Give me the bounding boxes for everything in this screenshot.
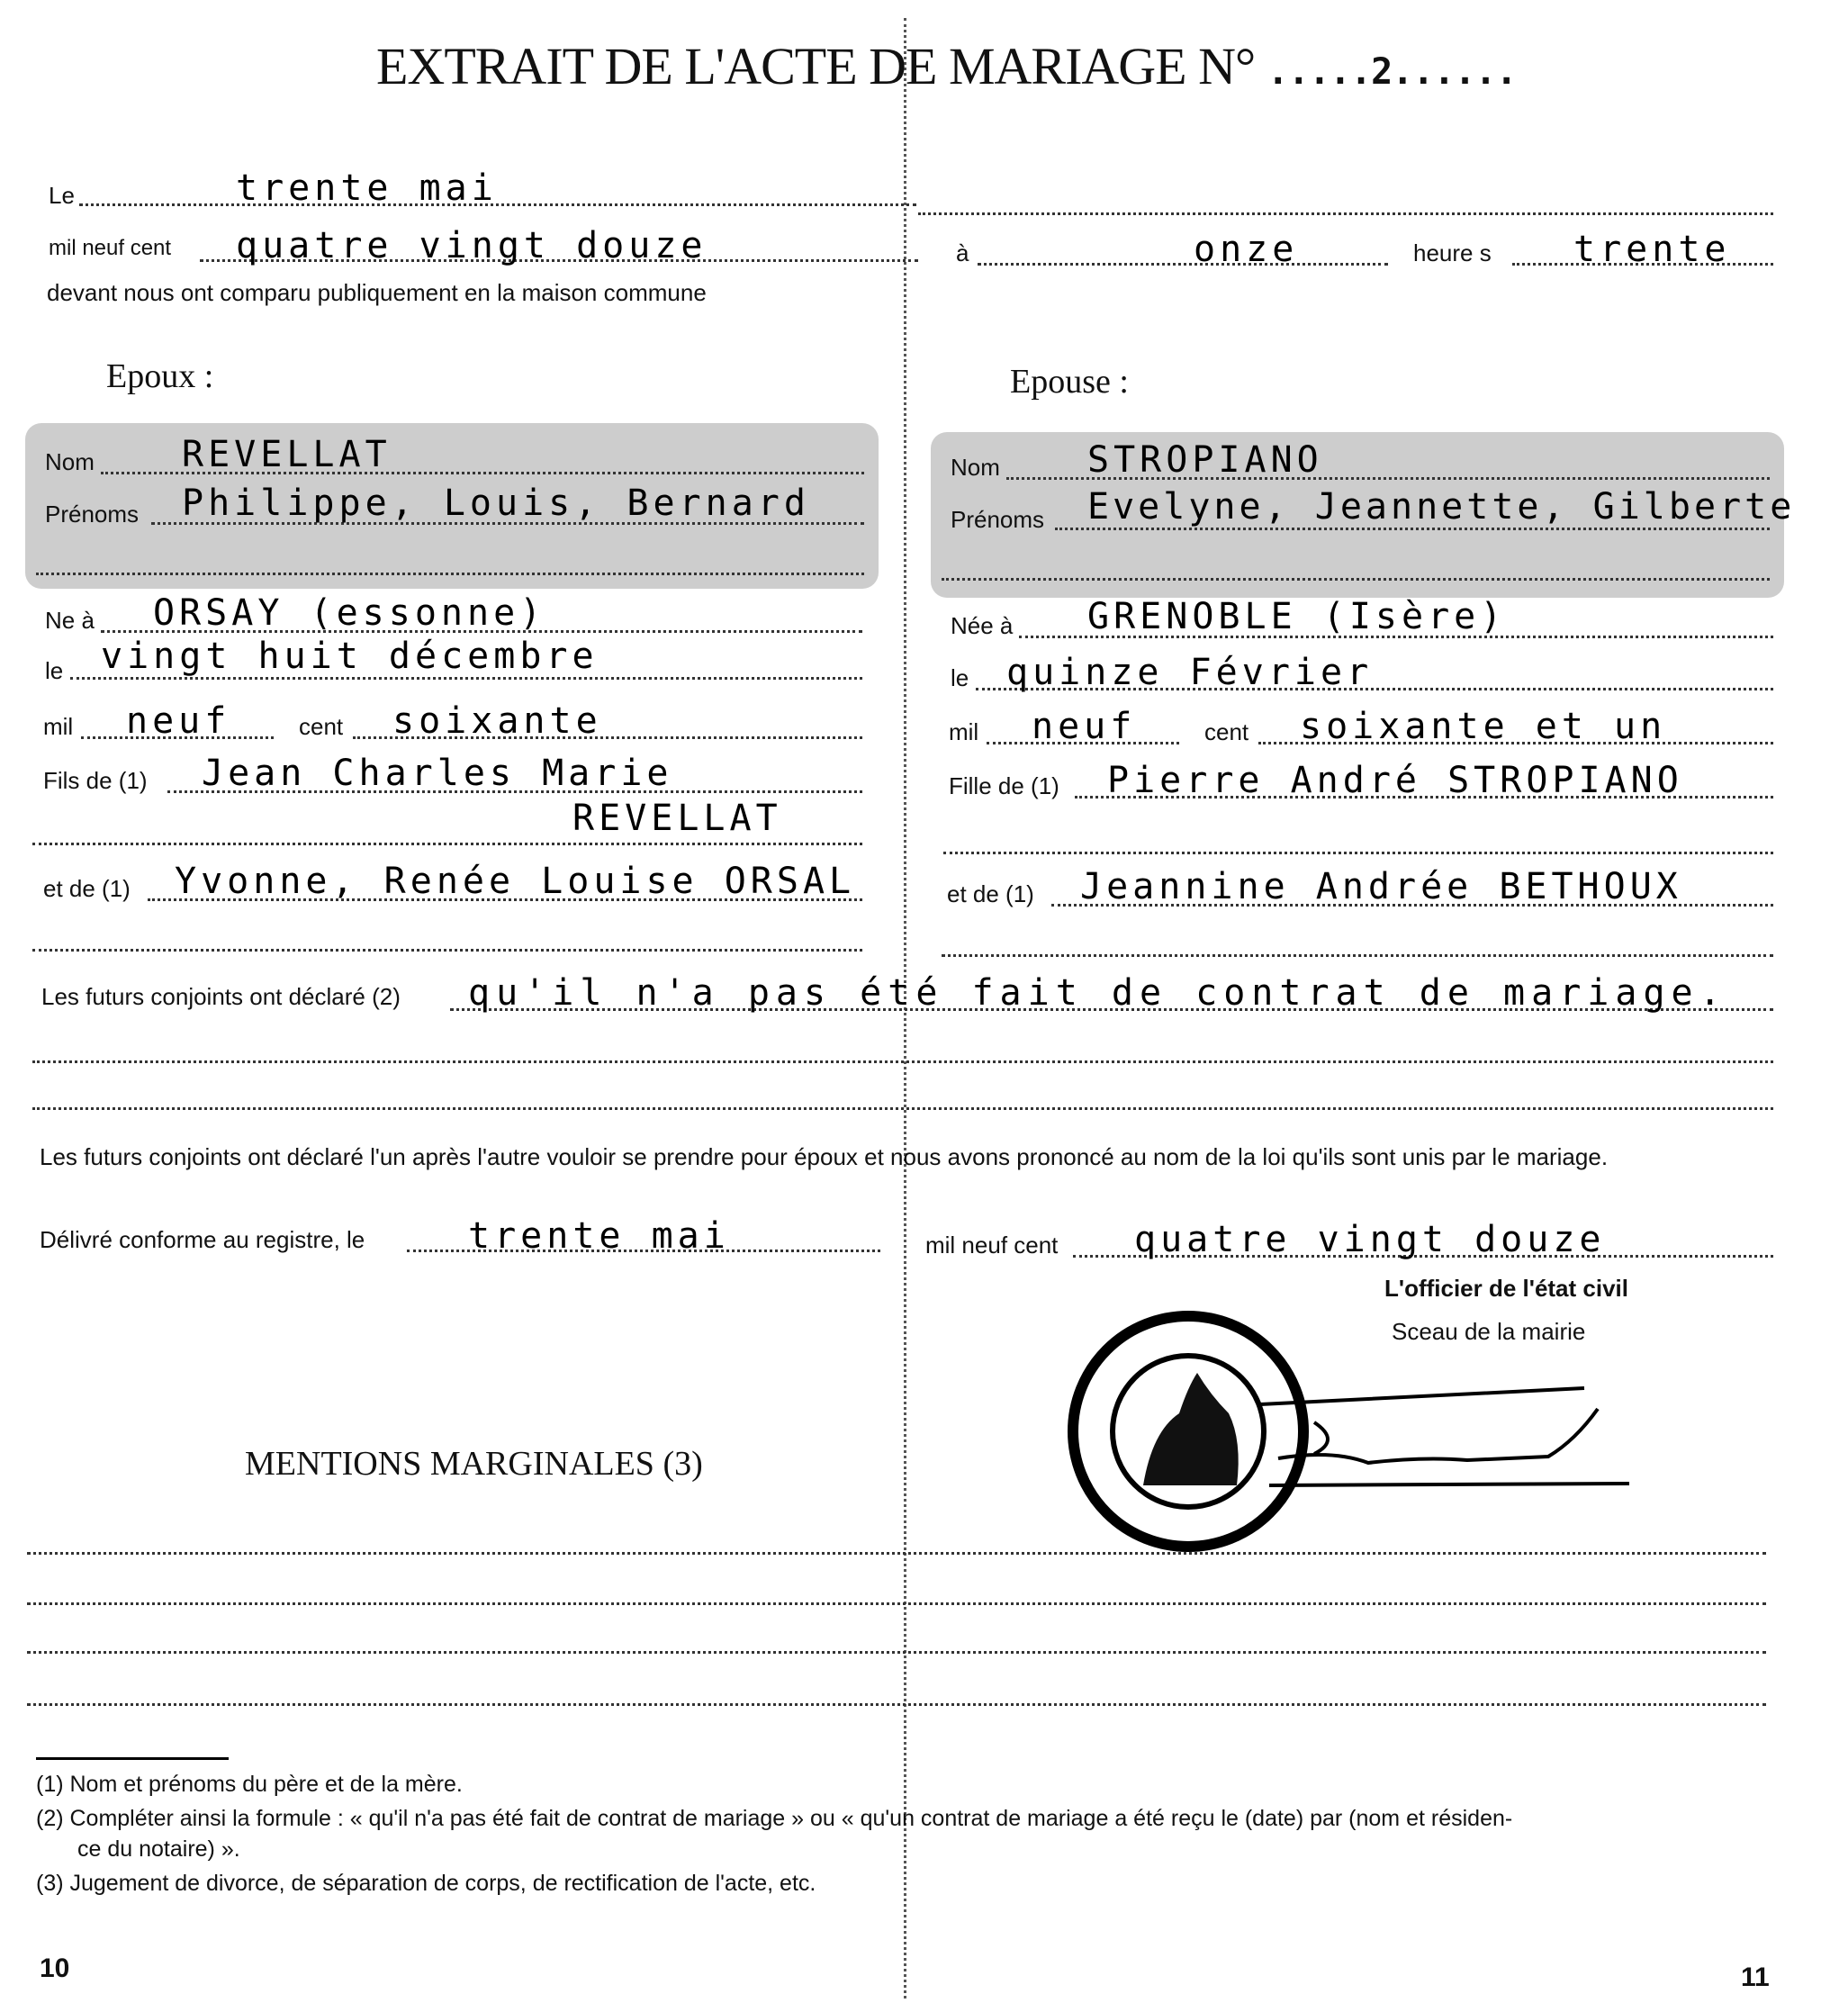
- epoux-heading: Epoux :: [106, 357, 214, 395]
- epoux-mil: neuf: [126, 700, 231, 742]
- epoux-cent-label: cent: [299, 713, 344, 740]
- mentions-line-3: [27, 1651, 1766, 1654]
- signature-strokes: [1260, 1388, 1629, 1485]
- epoux-ne-label: Ne à: [45, 607, 95, 634]
- epouse-nom-label: Nom: [951, 454, 1000, 481]
- epouse-ne: GRENOBLE (Isère): [1087, 596, 1507, 637]
- footnote-1: (1) Nom et prénoms du père et de la mère.: [36, 1772, 463, 1797]
- epoux-fils-surname: REVELLAT: [572, 798, 782, 839]
- epoux-fils-line2: [32, 843, 862, 845]
- heure-value: trente: [1573, 229, 1731, 270]
- epouse-etde-label: et de (1): [947, 880, 1034, 907]
- stamp-emblem: [1143, 1373, 1239, 1485]
- epoux-etde-line2: [32, 949, 862, 952]
- epoux-prenoms: Philippe, Louis, Bernard: [182, 483, 810, 524]
- epouse-box-line: [942, 578, 1770, 581]
- mentions-line-2: [27, 1602, 1766, 1605]
- declaration-line2: [32, 1060, 1773, 1063]
- devant-text: devant nous ont comparu publiquement en la maison commune: [47, 279, 707, 306]
- page-number-right: 11: [1741, 1962, 1770, 1992]
- declaration-value: qu'il n'a pas été fait de contrat de mariage.: [468, 972, 1727, 1014]
- le-value: trente mai: [236, 167, 498, 209]
- a-value: onze: [1194, 229, 1299, 270]
- mentions-line-4: [27, 1703, 1766, 1706]
- delivre-mil-value: quatre vingt douze: [1134, 1219, 1606, 1260]
- le-label: Le: [49, 182, 75, 209]
- epoux-etde: Yvonne, Renée Louise ORSAL: [175, 861, 856, 902]
- epouse-le: quinze Février: [1006, 652, 1374, 693]
- epouse-le-label: le: [951, 664, 969, 691]
- epoux-etde-label: et de (1): [43, 875, 131, 902]
- epouse-prenoms: Evelyne, Jeannette, Gilberte: [1087, 486, 1796, 528]
- epouse-prenoms-line: [1055, 528, 1770, 530]
- epoux-fils-label: Fils de (1): [43, 767, 148, 794]
- footnote-2: (2) Compléter ainsi la formule : « qu'il n'a pas été fait de contrat de mariage » ou « qu'un contrat de mariage a été reçu le (date) par (nom et résiden-: [36, 1806, 1513, 1831]
- epouse-mil: neuf: [1032, 706, 1137, 747]
- document-title: EXTRAIT DE L'ACTE DE MARIAGE N° .....2......: [376, 37, 1517, 95]
- le-line: [79, 203, 916, 206]
- epouse-fille: Pierre André STROPIANO: [1107, 760, 1683, 801]
- epoux-box-line: [36, 573, 864, 575]
- declaration-line3: [32, 1107, 1773, 1110]
- epouse-fille-line2: [943, 852, 1773, 854]
- heure-label: heure s: [1413, 239, 1492, 266]
- mentions-heading: MENTIONS MARGINALES (3): [245, 1445, 703, 1483]
- le-line-right: [918, 212, 1773, 215]
- epouse-etde-line2: [942, 954, 1773, 957]
- declaration-label: Les futurs conjoints ont déclaré (2): [41, 983, 401, 1010]
- epouse-nom: STROPIANO: [1087, 439, 1323, 481]
- delivre-value: trente mai: [468, 1215, 730, 1257]
- epouse-ne-label: Née à: [951, 612, 1014, 639]
- epouse-mil-label: mil: [949, 718, 979, 745]
- epouse-cent: soixante et un: [1300, 706, 1667, 747]
- epouse-heading: Epouse :: [1010, 363, 1129, 401]
- epoux-le: vingt huit décembre: [101, 636, 599, 677]
- mil-value: quatre vingt douze: [236, 225, 708, 266]
- union-text: Les futurs conjoints ont déclaré l'un après l'autre vouloir se prendre pour époux et nous avons prononcé au nom de la loi qu'ils sont unis par le mariage.: [40, 1143, 1609, 1170]
- epoux-fils: Jean Charles Marie: [202, 753, 673, 794]
- mil-label: mil neuf cent: [49, 236, 172, 260]
- epouse-etde: Jeannine Andrée BETHOUX: [1080, 866, 1682, 907]
- epoux-prenoms-label: Prénoms: [45, 501, 140, 528]
- officier-label: L'officier de l'état civil: [1384, 1275, 1628, 1302]
- epouse-cent-label: cent: [1204, 718, 1249, 745]
- epoux-cent: soixante: [392, 700, 602, 742]
- delivre-mil-label: mil neuf cent: [925, 1232, 1059, 1259]
- epoux-nom: REVELLAT: [182, 434, 392, 475]
- epoux-le-label: le: [45, 657, 64, 684]
- footnote-2-cont: ce du notaire) ».: [77, 1836, 240, 1862]
- mentions-line-1: [27, 1552, 1766, 1555]
- page-number-left: 10: [40, 1953, 70, 1983]
- footnote-3: (3) Jugement de divorce, de séparation de corps, de rectification de l'acte, etc.: [36, 1871, 816, 1896]
- epouse-fille-label: Fille de (1): [949, 772, 1059, 799]
- sceau-label: Sceau de la mairie: [1392, 1318, 1586, 1345]
- mairie-stamp: [1044, 1305, 1656, 1557]
- a-line: [978, 263, 1388, 266]
- epouse-prenoms-label: Prénoms: [951, 506, 1045, 533]
- footnote-separator: [36, 1757, 229, 1760]
- delivre-label: Délivré conforme au registre, le: [40, 1226, 365, 1253]
- epoux-le-line: [70, 677, 862, 680]
- a-label: à: [956, 239, 969, 266]
- epoux-ne: ORSAY (essonne): [153, 592, 546, 634]
- epoux-nom-label: Nom: [45, 448, 95, 475]
- epoux-mil-label: mil: [43, 713, 74, 740]
